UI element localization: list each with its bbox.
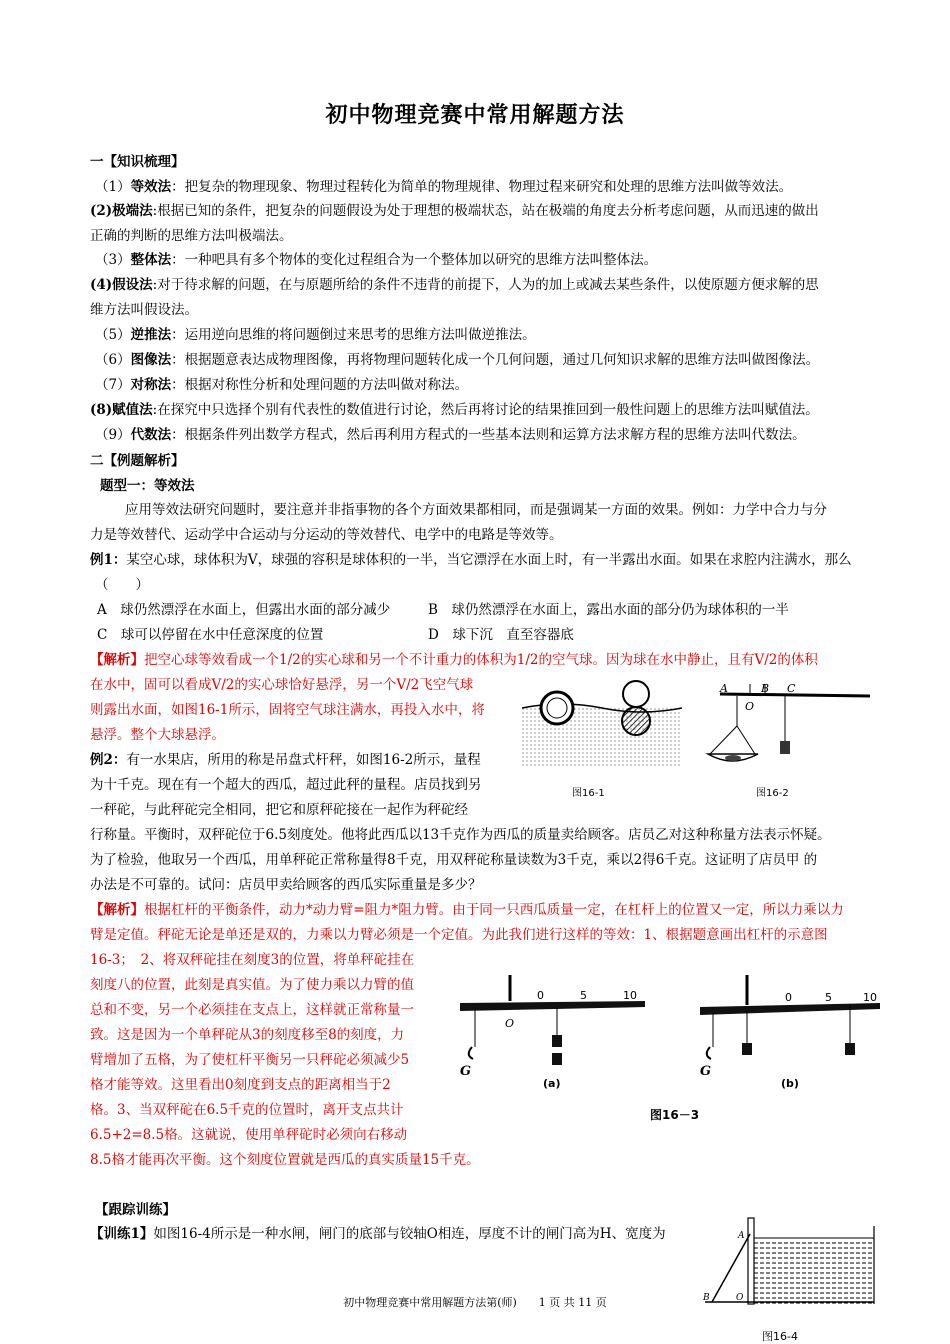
solution-1-line-3: 则露出水面，如图16-1所示，固将空气球注满水，再投入水中，将	[90, 702, 485, 718]
page-title: 初中物理竞赛中常用解题方法	[325, 102, 625, 128]
option-a: A 球仍然漂浮在水面上，但露出水面的部分减少	[97, 602, 391, 618]
solution-2-line-3: 16-3； 2、将双秤砣挂在刻度3的位置，将单秤砣挂在	[90, 952, 415, 968]
page-footer: 初中物理竞赛中常用解题方法第(师) 1 页 共 11 页	[343, 1296, 607, 1309]
figure-16-4-caption: 图16-4	[762, 1330, 798, 1343]
solution-2-line-8: 格才能等效。这里看出0刻度到支点的距离相当于2	[90, 1077, 391, 1093]
figure-16-4	[700, 1216, 880, 1306]
example-2-line-5: 为了检验，他取另一个西瓜，用单秤砣正常称量得8千克，用双秤砣称量读数为3千克，乘以2得6千克。这证明了店员甲 的	[90, 852, 818, 868]
label-g-a: G	[460, 1064, 472, 1079]
option-d: D 球下沉 直至容器底	[428, 627, 574, 643]
option-b: B 球仍然漂浮在水面上，露出水面的部分仍为球体积的一半	[428, 602, 789, 618]
solution-1-line-1: 【解析】把空心球等效看成一个1/2的实心球和另一个不计重力的体积为1/2的空气球。因为球在水中静止，且有V/2的体积	[90, 652, 818, 668]
type-heading-1: 题型一：等效法	[100, 478, 195, 494]
method-7: （7）对称法：根据对称性分析和处理问题的方法叫做对称法。	[95, 377, 469, 393]
solution-2-line-10: 6.5+2=8.5格。这就说，使用单秤砣时必须向右移动	[90, 1127, 408, 1143]
method-2: (2)极端法:根据已知的条件，把复杂的问题假设为处于理想的极端状态，站在极端的角度去分析考虑问题，从而迅速的做出	[90, 203, 819, 219]
label-o-16-4: O	[736, 1293, 744, 1303]
method-4-cont: 维方法叫假设法。	[90, 302, 198, 318]
example-1-paren: （ ）	[95, 577, 149, 593]
label-b: B	[761, 682, 770, 695]
example-2-line-1: 例2：有一水果店，所用的称是吊盘式杆秤，如图16-2所示，量程	[90, 752, 481, 768]
solution-2-line-2: 臂是定值。秤砣无论是单还是双的，力乘以力臂必须是一个定值。为此我们进行这样的等效：1、根据题意画出杠杆的示意图	[90, 927, 828, 943]
solution-1-line-2: 在水中，固可以看成V/2的实心球恰好悬浮，另一个V/2飞空气球	[90, 677, 474, 693]
figure-16-3b-label: (b)	[781, 1077, 799, 1090]
solution-2-line-7: 臂增加了五格，为了使杠杆平衡另一只秤砣必须减少5	[90, 1052, 410, 1068]
figure-16-2-caption: 图16-2	[756, 788, 789, 799]
tick-10-b: 10	[863, 991, 877, 1004]
solution-2-line-5: 总和不变，另一个必须挂在支点上，这样就正常称量一	[90, 1002, 414, 1018]
section-heading-2: 二【例题解析】	[90, 453, 185, 469]
label-c: C	[787, 682, 796, 695]
tick-0-b: 0	[785, 991, 792, 1004]
method-1: （1）等效法：把复杂的物理现象、物理过程转化为简单的物理规律、物理过程来研究和处理的思维方法叫做等效法。	[95, 179, 793, 195]
label-g-b: G	[700, 1064, 712, 1079]
example-2-line-2: 为十千克。现在有一个超大的西瓜，超过此秤的量程。店员找到另	[90, 777, 482, 793]
solution-2-line-6: 致。这是因为一个单秤砣从3的刻度移至8的刻度，力	[90, 1027, 405, 1043]
method-8: (8)赋值法:在探究中只选择个别有代表性的数值进行讨论，然后再将讨论的结果推回到一般性问题上的思维方法叫赋值法。	[90, 402, 819, 418]
intro-line-1: 应用等效法研究问题时，要注意并非指事物的各个方面效果都相同，而是强调某一方面的效果。例如：力学中合力与分	[125, 502, 827, 518]
figure-16-1-caption: 图16-1	[572, 788, 605, 799]
method-5: （5）逆推法：运用逆向思维的将问题倒过来思考的思维方法叫做逆推法。	[95, 327, 536, 343]
method-9: （9）代数法：根据条件列出数学方程式，然后再利用方程式的一些基本法则和运算方法求解方程的思维方法叫代数法。	[95, 427, 806, 443]
training-1: 【训练1】如图16-4所示是一种水闸，闸门的底部与铰轴O相连，厚度不计的闸门高为H、宽度为	[90, 1226, 666, 1242]
tick-5-a: 5	[580, 989, 587, 1002]
figure-16-3a	[455, 975, 655, 1095]
tick-10-a: 10	[623, 989, 637, 1002]
intro-line-2: 力是等效替代、运动学中合运动与分运动的等效替代、电学中的电路是等效等。	[90, 527, 563, 543]
solution-2-line-1: 【解析】根据杠杆的平衡条件，动力*动力臂=阻力*阻力臂。由于同一只西瓜质量一定，在杠杆上的位置又一定，所以力乘以力	[90, 902, 844, 918]
solution-1-line-4: 悬浮。整个大球悬浮。	[90, 727, 225, 743]
example-2-line-3: 一秤砣，与此秤砣完全相同，把它和原秤砣接在一起作为秤砣经	[90, 802, 468, 818]
figure-16-3b	[695, 975, 890, 1095]
tracking-heading: 【跟踪训练】	[95, 1202, 176, 1218]
label-a-16-4: A	[738, 1231, 745, 1241]
method-4: (4)假设法:对于待求解的问题，在与原题所给的条件不违背的前提下，人为的加上或减去某些条件，以使原题方便求解的思	[90, 277, 819, 293]
label-o-a: O	[505, 1017, 515, 1030]
figure-16-3a-label: (a)	[543, 1077, 561, 1090]
solution-2-line-11: 8.5格才能再次平衡。这个刻度位置就是西瓜的真实质量15千克。	[90, 1152, 480, 1168]
example-2-line-6: 办法是不可靠的。试问：店员甲卖给顾客的西瓜实际重量是多少？	[90, 877, 482, 893]
figure-16-3-caption: 图16－3	[650, 1108, 700, 1122]
label-o: O	[745, 700, 755, 713]
label-a: A	[720, 682, 728, 695]
figure-16-2	[700, 676, 875, 786]
method-3: （3）整体法：一种吧具有多个物体的变化过程组合为一个整体加以研究的思维方法叫整体法。	[95, 252, 658, 268]
tick-0-a: 0	[537, 989, 544, 1002]
example-1: 例1：某空心球，球体积为V，球强的容积是球体积的一半，当它漂浮在水面上时，有一半露出水面。如果在求腔内注满水，那么	[90, 552, 852, 568]
option-c: C 球可以停留在水中任意深度的位置	[97, 627, 324, 643]
method-6: （6）图像法：根据题意表达成物理图像，再将物理问题转化成一个几何问题，通过几何知识求解的思维方法叫做图像法。	[95, 352, 820, 368]
example-2-line-4: 行称量。平衡时，双秤砣位于6.5刻度处。他将此西瓜以13千克作为西瓜的质量卖给顾客。店员乙对这种称量方法表示怀疑。	[90, 827, 831, 843]
tick-5-b: 5	[825, 991, 832, 1004]
section-heading-1: 一【知识梳理】	[90, 154, 185, 170]
method-2-cont: 正确的判断的思维方法叫极端法。	[90, 228, 293, 244]
solution-2-line-9: 格。3、当双秤砣在6.5千克的位置时，离开支点共计	[90, 1102, 404, 1118]
label-b-16-4: B	[703, 1293, 710, 1303]
figure-16-1	[522, 676, 682, 786]
solution-2-line-4: 刻度八的位置，此刻是真实值。为了使力乘以力臂的值	[90, 977, 414, 993]
